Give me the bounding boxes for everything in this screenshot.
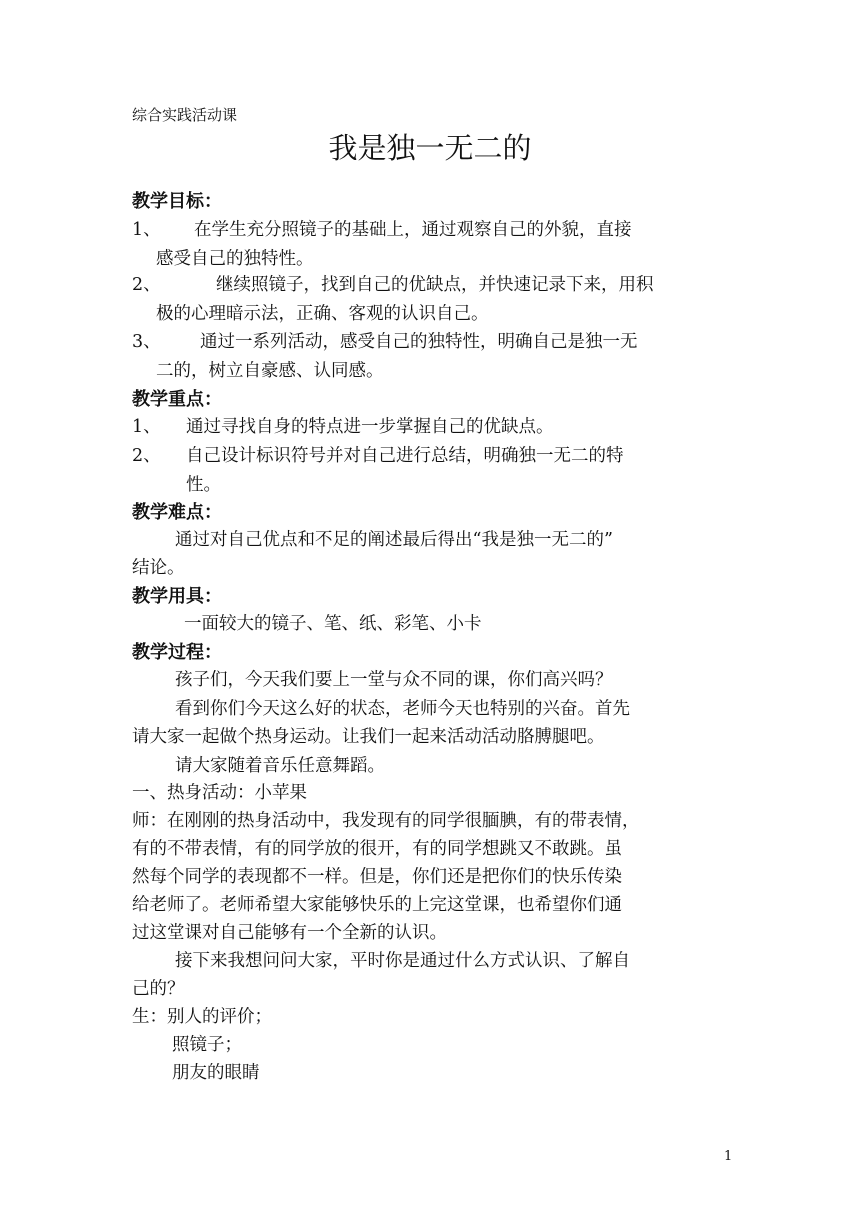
key-point-text-line: 自己设计标识符号并对自己进行总结，明确独一无二的特: [186, 446, 624, 466]
key-points-heading: 教学重点：: [132, 389, 222, 410]
objective-text-line: 感受自己的独特性。: [156, 249, 314, 269]
document-title: 我是独一无二的: [328, 131, 532, 165]
student-answer-line: 照镜子；: [172, 1035, 242, 1055]
question-line: 己的？: [132, 979, 185, 999]
difficulties-heading: 教学难点：: [132, 502, 222, 523]
difficulties-text-line: 结论。: [132, 558, 185, 578]
objective-text-line: 通过一系列活动，感受自己的独特性，明确自己是独一无: [200, 332, 638, 352]
teacher-speech-line: 然每个同学的表现都不一样。但是，你们还是把你们的快乐传染: [132, 867, 622, 887]
objective-number: 2、: [132, 275, 161, 295]
objectives-heading: 教学目标：: [132, 191, 222, 212]
tools-heading: 教学用具：: [132, 586, 222, 607]
process-heading: 教学过程：: [132, 642, 222, 663]
objective-text-line: 二的，树立自豪感、认同感。: [156, 361, 384, 381]
teacher-speech-line: 给老师了。老师希望大家能够快乐的上完这堂课，也希望你们通: [132, 895, 622, 915]
tools-text: 一面较大的镜子、笔、纸、彩笔、小卡: [184, 614, 482, 634]
key-point-number: 1、: [132, 417, 161, 437]
objective-item-1: [132, 216, 732, 274]
difficulties-text-line: 通过对自己优点和不足的阐述最后得出“我是独一无二的”: [175, 530, 613, 550]
teacher-speech-line: 过这堂课对自己能够有一个全新的认识。: [132, 923, 447, 943]
key-point-number: 2、: [132, 446, 161, 466]
objective-text-line: 继续照镜子，找到自己的优缺点，并快速记录下来，用积: [216, 275, 654, 295]
process-paragraph: 请大家随着音乐任意舞蹈。: [175, 756, 385, 776]
objective-item-2: [132, 271, 732, 329]
page-number: 1: [724, 1149, 733, 1164]
teacher-speech-line: 师：在刚刚的热身活动中，我发现有的同学很腼腆，有的带表情，: [132, 811, 640, 831]
student-answer-line: 朋友的眼睛: [172, 1063, 260, 1083]
question-line: 接下来我想问问大家，平时你是通过什么方式认识、了解自: [175, 951, 630, 971]
objective-number: 3、: [132, 332, 161, 352]
key-point-item-1: [132, 413, 732, 442]
key-point-text-line: 性。: [186, 475, 221, 495]
student-answer-line: 生：别人的评价；: [132, 1007, 272, 1027]
process-paragraph: 请大家一起做个热身运动。让我们一起来活动活动胳膊腿吧。: [132, 727, 605, 747]
objective-item-3: [132, 328, 732, 386]
key-point-text-line: 通过寻找自身的特点进一步掌握自己的优缺点。: [186, 417, 554, 437]
process-paragraph: 看到你们今天这么好的状态，老师今天也特别的兴奋。首先: [175, 699, 630, 719]
section-heading-warmup: 一、热身活动：小苹果: [132, 783, 307, 803]
teacher-speech-line: 有的不带表情，有的同学放的很开，有的同学想跳又不敢跳。虽: [132, 839, 622, 859]
objective-number: 1、: [132, 220, 161, 240]
objective-text-line: 极的心理暗示法，正确、客观的认识自己。: [156, 304, 489, 324]
course-type-label: 综合实践活动课: [132, 106, 238, 124]
key-point-item-2: [132, 442, 732, 500]
process-paragraph: 孩子们，今天我们要上一堂与众不同的课，你们高兴吗？: [175, 670, 613, 690]
objective-text-line: 在学生充分照镜子的基础上，通过观察自己的外貌，直接: [194, 220, 632, 240]
